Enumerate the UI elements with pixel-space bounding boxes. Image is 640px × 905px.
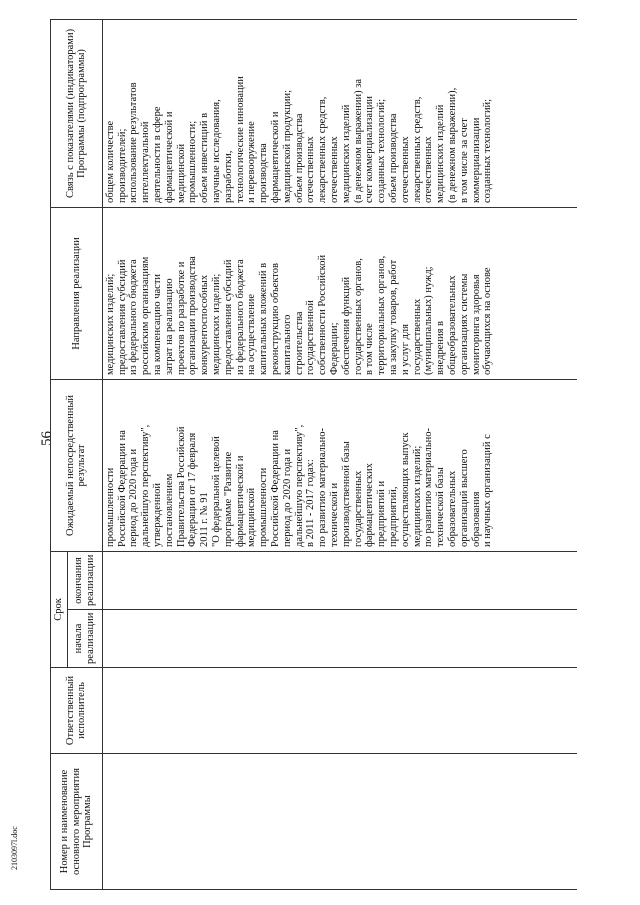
header-directions: Направления реализации — [51, 207, 103, 379]
header-term: Срок — [51, 551, 68, 667]
header-indicators: Связь с показателями (индикаторами) Программы (подпрограммы) — [51, 19, 103, 207]
cell-term-start — [102, 610, 577, 668]
footer-file-code: 2103097l.doc — [10, 826, 19, 870]
header-expected-result: Ожидаемый непосредственный результат — [51, 379, 103, 551]
header-term-end: окончания реализации — [67, 551, 102, 609]
table-header-row — [51, 19, 68, 889]
cell-indicators-text: общем количестве производителей; использование результатов интеллектуальной деятельности в сфере фармацевтической и медицинской промышленности; объем инвестиций в научные исследования, разработки, технологические инновации и перевооружение производства фармацевтической и медицинской продукции; объем производства отечественных лекарственных средств, отечественных медицинских изделий (в денежном выражении) за счет коммерциализации созданных технологий; объем производства отечественных лекарственных средств, отечественных медицинских изделий (в денежном выражении), в том числе за счет коммерциализации созданных технологий; — [104, 76, 494, 203]
rotated-table-container — [50, 20, 610, 890]
cell-directions-text: медицинских изделий; предоставления субсидий из федерального бюджета российским организациям на компенсацию части затрат на реализацию проектов по разработке и организации производства конкурентоспособных медицинских изделий; предоставления субсидий из федерального бюджета на осуществление капитальных вложений в реконструкцию объектов капитального строительства государственной собственности Российской Федерации; обеспечения функций государственных органов, в том числе территориальных органов, на закупку товаров, работ и услуг для государственных (муниципальных) нужд; внедрения в общеобразовательных организациях системы мониторинга здоровья обучающихся на основе — [104, 254, 494, 375]
header-responsible: Ответственный исполнитель — [51, 668, 103, 754]
cell-term-end — [102, 551, 577, 609]
cell-expected-result — [102, 379, 577, 551]
cell-indicators — [102, 19, 577, 207]
cell-expected-result-text: промышленности Российской Федерации на период до 2020 года и дальнейшую перспективу", утвержденной постановлением Правительства Российской Федерации от 17 февраля 2011 г. № 91 "О федеральной целевой программе "Развитие фармацевтической и медицинской промышленности Российской Федерации на период до 2020 года и дальнейшую перспективу", в 2011 - 2017 годах: по развитию материально- технической и производственной базы государственных фармацевтических предприятий и предприятий, осуществляющих выпуск медицинских изделий; по развитию материально- технической базы образовательных организаций высшего образования и научных организаций с — [104, 424, 494, 547]
header-number-and-name: Номер и наименование основного мероприятия Программы — [51, 754, 103, 890]
cell-directions — [102, 207, 577, 379]
table-row — [102, 19, 577, 889]
cell-responsible — [102, 668, 577, 754]
header-term-start: начала реализации — [67, 610, 102, 668]
page-number: 56 — [39, 431, 55, 446]
cell-number-and-name — [102, 754, 577, 890]
program-measures-table — [50, 19, 577, 890]
